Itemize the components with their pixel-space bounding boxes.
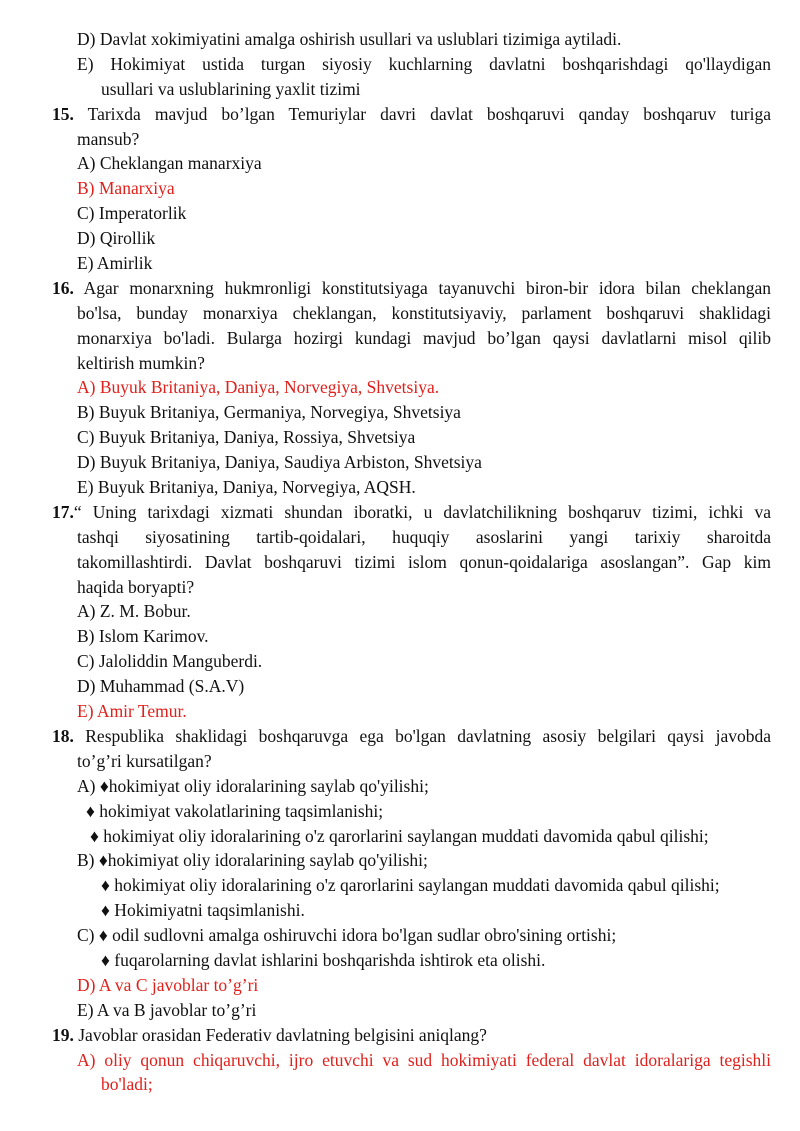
answer-option: A) Z. M. Bobur. (77, 601, 191, 622)
question-text-continuation: keltirish mumkin? (77, 352, 205, 373)
question-text: Tarixda mavjud bo’lgan Temuriylar davri davlat boshqaruvi qanday boshqaruv turiga (87, 103, 771, 124)
question-number: 16. (52, 277, 74, 298)
answer-option: C) ♦ odil sudlovni amalga oshiruvchi idora bo'lgan sudlar obro'sining ortishi; (77, 925, 617, 946)
answer-option-continuation: usullari va uslublarining yaxlit tizimi (101, 78, 361, 99)
question-number: 19. (52, 1024, 74, 1045)
answer-sub-item: ♦ hokimiyat oliy idoralarining o'z qarorlarini saylangan muddati davomida qabul qilishi; (101, 875, 720, 896)
question-text: “ Uning tarixdagi xizmati shundan iboratki, u davlatchilikning boshqaruv tizimi, ichki va (73, 501, 771, 522)
correct-answer-option: B) Manarxiya (77, 178, 175, 199)
answer-option: D) Muhammad (S.A.V) (77, 676, 245, 697)
question-text-continuation: monarxiya bo'ladi. Bularga hozirgi kundagi mavjud bo’lgan qaysi davlatlarni misol qilib (77, 327, 771, 348)
question-text-continuation: tashqi siyosatining tartib-qoidalari, huquqiy asoslarini yangi tarixiy sharoitda (77, 526, 771, 547)
answer-option: E) Buyuk Britaniya, Daniya, Norvegiya, AQSH. (77, 477, 416, 498)
answer-sub-item: ♦ hokimiyat vakolatlarining taqsimlanishi; (86, 800, 384, 821)
document-page (0, 27, 800, 1097)
question-18 (52, 724, 771, 749)
answer-option: A) Cheklangan manarxiya (77, 153, 262, 174)
answer-option: B) Buyuk Britaniya, Germaniya, Norvegiya, Shvetsiya (77, 402, 461, 423)
correct-answer-option: A) Buyuk Britaniya, Daniya, Norvegiya, Shvetsiya. (77, 377, 440, 398)
answer-sub-item: ♦ Hokimiyatni taqsimlanishi. (101, 900, 305, 921)
question-text: Agar monarxning hukmronligi konstitutsiyaga tayanuvchi biron-bir idora bilan cheklangan (83, 277, 771, 298)
question-16 (52, 276, 771, 301)
answer-sub-item: ♦ fuqarolarning davlat ishlarini boshqarishda ishtirok eta olishi. (101, 949, 546, 970)
answer-option: B) ♦hokimiyat oliy idoralarining saylab qo'yilishi; (77, 850, 428, 871)
question-text-continuation: to’g’ri kursatilgan? (77, 750, 212, 771)
question-text-continuation: bo'lsa, bunday monarxiya cheklangan, konstitutsiyaviy, parlament boshqaruvi shaklidagi (77, 302, 771, 323)
answer-option: E) Hokimiyat ustida turgan siyosiy kuchlarning davlatni boshqarishdagi qo'llaydigan (77, 53, 771, 74)
question-text: Javoblar orasidan Federativ davlatning belgisini aniqlang? (78, 1024, 487, 1045)
question-15 (52, 102, 771, 127)
answer-sub-item: ♦ hokimiyat oliy idoralarining o'z qarorlarini saylangan muddati davomida qabul qilishi; (90, 825, 709, 846)
question-text-continuation: takomillashtirdi. Davlat boshqaruvi tizimi islom qonun-qoidalariga asoslangan”. Gap kim (77, 551, 771, 572)
question-number: 17. (52, 501, 74, 522)
correct-answer-option: D) A va C javoblar to’g’ri (77, 974, 259, 995)
answer-option: D) Buyuk Britaniya, Daniya, Saudiya Arbiston, Shvetsiya (77, 452, 482, 473)
answer-option: C) Jaloliddin Manguberdi. (77, 651, 263, 672)
answer-option: C) Imperatorlik (77, 203, 187, 224)
question-17 (52, 500, 771, 525)
question-text-continuation: haqida boryapti? (77, 576, 195, 597)
question-number: 15. (52, 103, 74, 124)
answer-option: C) Buyuk Britaniya, Daniya, Rossiya, Shvetsiya (77, 427, 416, 448)
question-19 (52, 1023, 800, 1048)
correct-answer-option: A) oliy qonun chiqaruvchi, ijro etuvchi va sud hokimiyati federal davlat idoralariga tegishli (77, 1049, 771, 1070)
question-text: Respublika shaklidagi boshqaruvga ega bo'lgan davlatning asosiy belgilari qaysi javobda (85, 725, 771, 746)
question-text-continuation: mansub? (77, 128, 140, 149)
answer-option: B) Islom Karimov. (77, 626, 209, 647)
answer-option: E) Amirlik (77, 253, 153, 274)
question-number: 18. (52, 725, 74, 746)
answer-option: D) Davlat xokimiyatini amalga oshirish usullari va uslublari tizimiga aytiladi. (77, 29, 622, 49)
correct-answer-option: E) Amir Temur. (77, 701, 187, 722)
answer-option: E) A va B javoblar to’g’ri (77, 999, 257, 1020)
answer-option: D) Qirollik (77, 228, 156, 249)
answer-option: A) ♦hokimiyat oliy idoralarining saylab qo'yilishi; (77, 775, 429, 796)
correct-answer-continuation: bo'ladi; (101, 1074, 153, 1095)
